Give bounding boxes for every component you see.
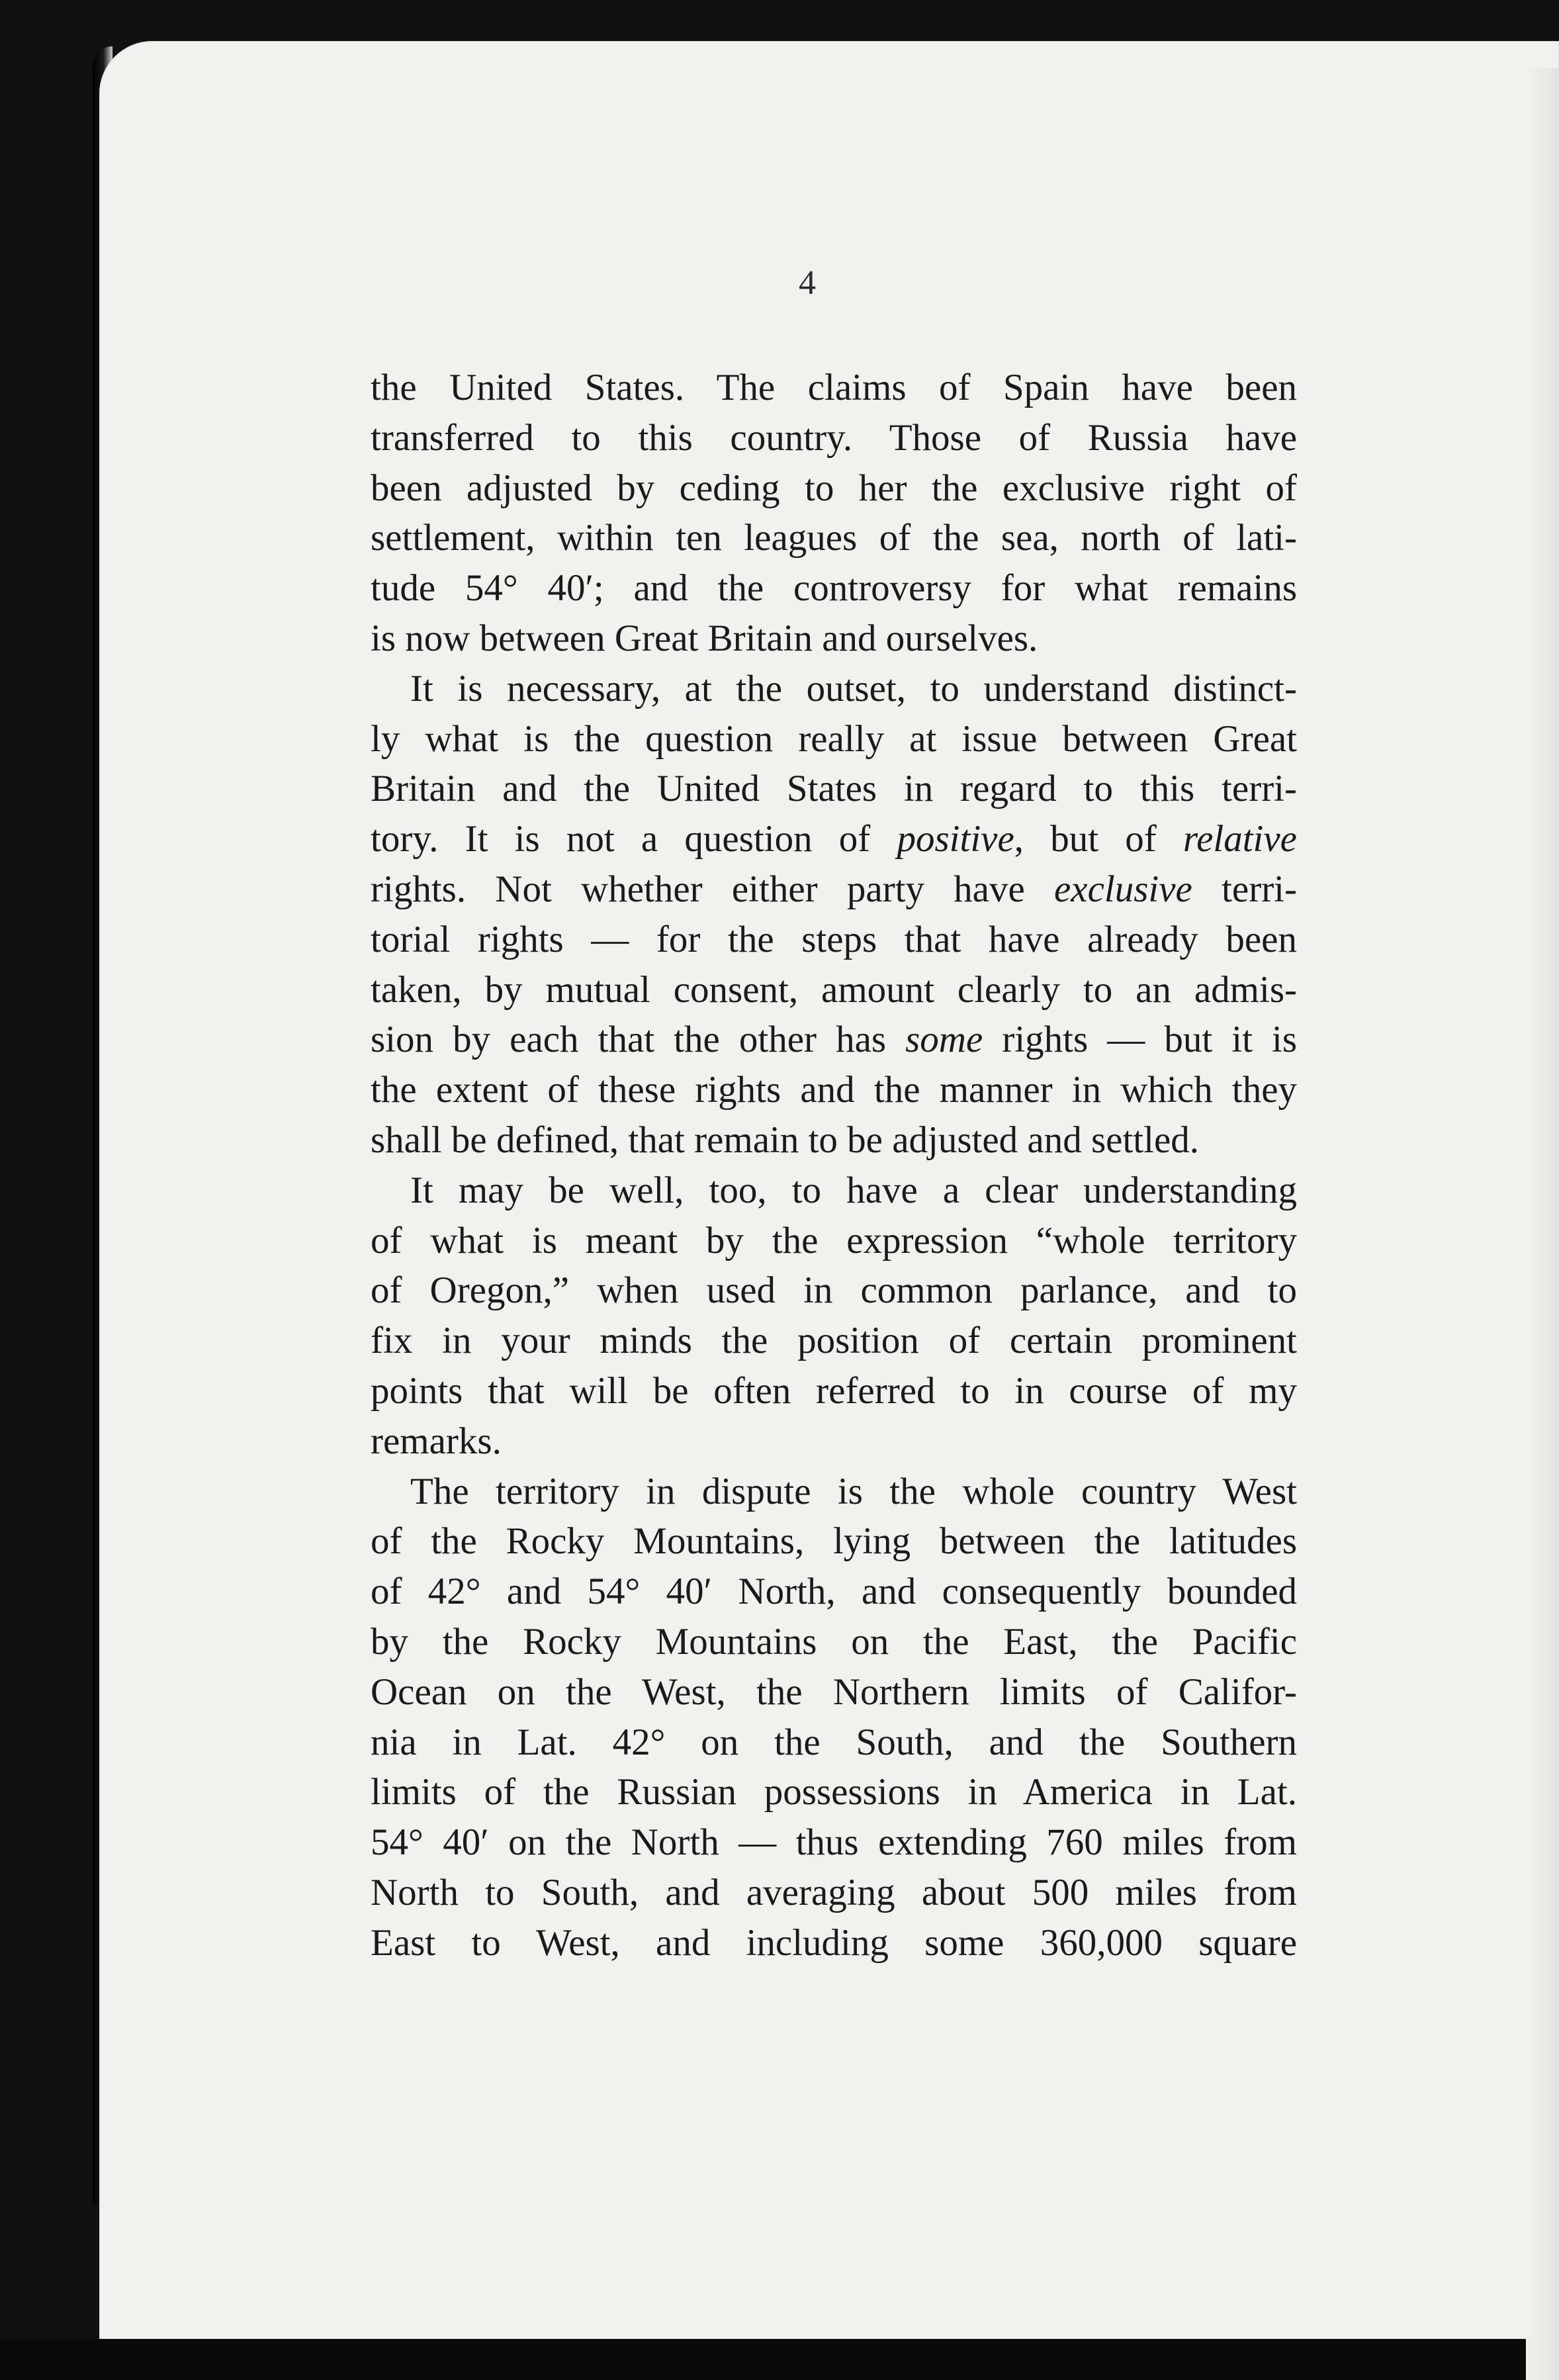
text-segment: been adjusted by ceding to her the exclusive right of (371, 467, 1297, 509)
text-segment: by the Rocky Mountains on the East, the Pacific (371, 1620, 1297, 1663)
text-segment: of what is meant by the expression “whole territory (371, 1219, 1297, 1261)
text-segment: shall be defined, that remain to be adjusted and settled. (371, 1119, 1200, 1161)
body-text (371, 363, 1297, 1968)
text-segment: tude 54° 40′; and the controversy for what remains (371, 567, 1297, 610)
text-line (371, 1366, 1297, 1416)
text-line (371, 1567, 1297, 1617)
italic-text: positive (897, 818, 1014, 860)
text-segment: 54° 40′ on the North — thus extending 760 miles from (371, 1821, 1297, 1864)
text-line (371, 1065, 1297, 1115)
text-line (371, 513, 1297, 563)
text-line (371, 1868, 1297, 1918)
page-number: 4 (799, 264, 816, 302)
italic-text: exclusive (1054, 868, 1192, 910)
text-segment: terri- (1192, 868, 1298, 910)
text-segment: sion by each that the other has (371, 1019, 906, 1061)
text-line (371, 463, 1297, 514)
text-line (371, 1667, 1297, 1717)
text-segment: is now between Great Britain and ourselves. (371, 617, 1038, 659)
text-segment: torial rights — for the steps that have already been (371, 918, 1297, 960)
text-segment: rights — but it is (983, 1019, 1297, 1061)
text-segment: the extent of these rights and the manner in which they (371, 1069, 1297, 1111)
text-line (371, 1918, 1297, 1968)
text-line (371, 1216, 1297, 1266)
text-segment: rights. Not whether either party have (371, 868, 1054, 910)
text-segment: , but of (1014, 818, 1183, 860)
text-line (371, 1265, 1297, 1316)
text-segment: ly what is the question really at issue between Great (371, 717, 1297, 760)
text-line (371, 1717, 1297, 1768)
text-segment: It may be well, too, to have a clear understanding (410, 1169, 1297, 1211)
text-segment: transferred to this country. Those of Russia have (371, 416, 1297, 459)
text-line (371, 1617, 1297, 1667)
text-segment: remarks. (371, 1420, 502, 1462)
text-line (371, 1015, 1297, 1065)
text-line (371, 1115, 1297, 1166)
text-line (371, 864, 1297, 915)
text-segment: of the Rocky Mountains, lying between the latitudes (371, 1520, 1297, 1563)
italic-text: some (905, 1019, 983, 1061)
text-line (371, 814, 1297, 864)
text-segment: the United States. The claims of Spain have been (371, 367, 1297, 408)
text-line (371, 1516, 1297, 1567)
text-line (371, 1767, 1297, 1817)
text-line (371, 413, 1297, 463)
text-segment: limits of the Russian possessions in America in Lat. (371, 1771, 1297, 1813)
text-line (371, 1817, 1297, 1868)
text-line (371, 1467, 1297, 1517)
text-segment: The territory in dispute is the whole country West (410, 1470, 1297, 1512)
text-segment: of 42° and 54° 40′ North, and consequently bounded (371, 1571, 1297, 1613)
text-line (371, 714, 1297, 764)
text-line (371, 1166, 1297, 1216)
text-segment: of Oregon,” when used in common parlance, and to (371, 1269, 1297, 1312)
text-line (371, 563, 1297, 614)
text-line (371, 614, 1297, 664)
text-segment: Ocean on the West, the Northern limits of Califor- (371, 1671, 1297, 1713)
text-segment: settlement, within ten leagues of the sea, north of lati- (371, 517, 1297, 559)
text-line (371, 664, 1297, 714)
text-segment: East to West, and including some 360,000 square (371, 1921, 1297, 1964)
text-line (371, 965, 1297, 1015)
text-segment: It is necessary, at the outset, to understand distinct- (410, 667, 1297, 709)
text-segment: tory. It is not a question of (371, 818, 897, 860)
page-right-edge (1526, 68, 1559, 2380)
text-segment: nia in Lat. 42° on the South, and the Southern (371, 1721, 1297, 1763)
text-line (371, 764, 1297, 814)
text-segment: fix in your minds the position of certain prominent (371, 1320, 1297, 1362)
text-segment: taken, by mutual consent, amount clearly to an admis- (371, 968, 1297, 1011)
text-line (371, 363, 1297, 413)
text-segment: points that will be often referred to in course of my (371, 1369, 1297, 1412)
text-line (371, 1416, 1297, 1467)
text-segment: Britain and the United States in regard to this terri- (371, 768, 1297, 810)
text-line (371, 915, 1297, 965)
text-line (371, 1316, 1297, 1366)
text-segment: North to South, and averaging about 500 miles from (371, 1871, 1297, 1913)
italic-text: relative (1183, 818, 1297, 860)
